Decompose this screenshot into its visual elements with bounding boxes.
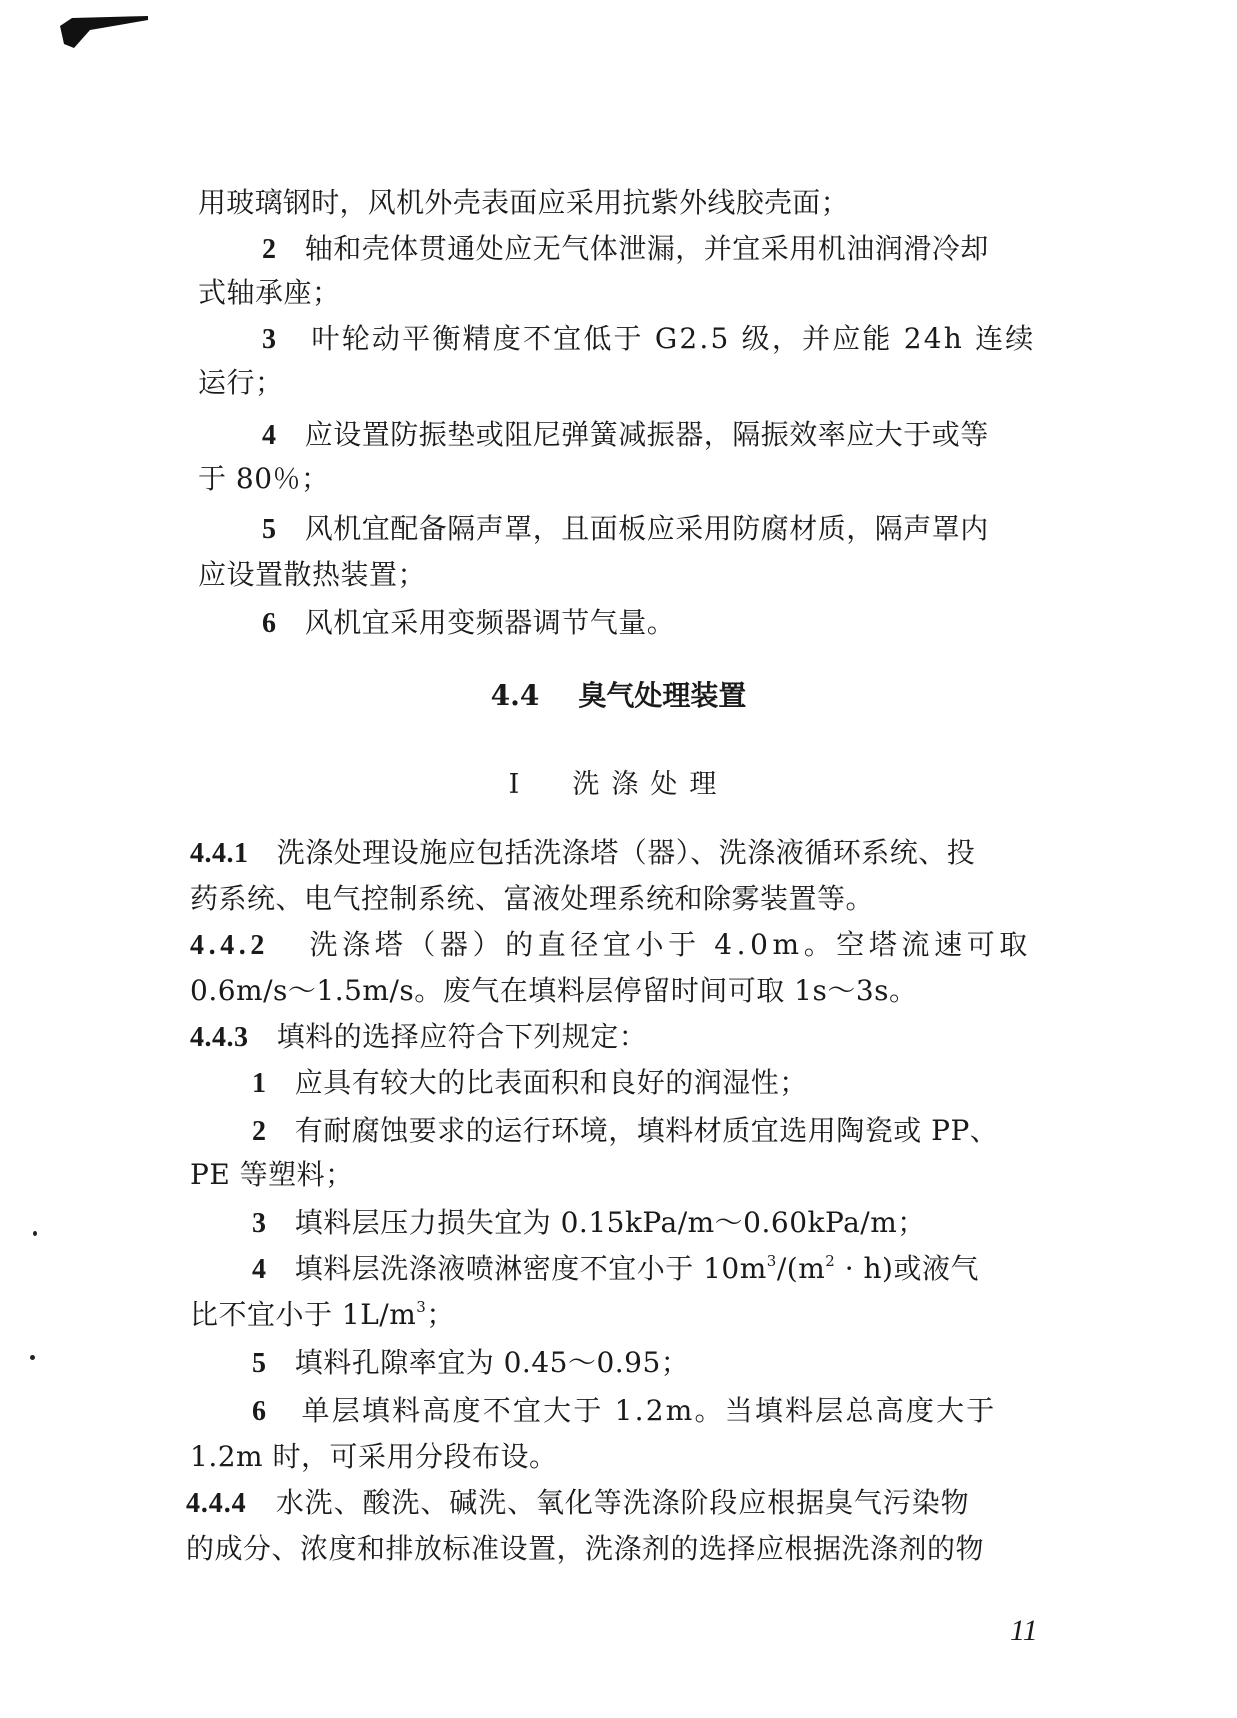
paragraph-line [190, 1296, 455, 1334]
text: 有耐腐蚀要求的运行环境，填料材质宜选用陶瓷或 PP、 [294, 1114, 999, 1147]
item-number: 6 [262, 608, 277, 639]
text: PE 等塑料； [190, 1158, 354, 1191]
clause [190, 834, 975, 873]
clause-number: 4.4.2 [190, 930, 269, 961]
item-number: 5 [252, 1348, 267, 1379]
item-number: 4 [262, 420, 277, 451]
text: 药系统、电气控制系统、富液处理系统和除雾装置等。 [190, 882, 875, 915]
text: 1.2m 时，可采用分段布设。 [190, 1440, 558, 1473]
text: 叶轮动平衡精度不宜低于 G2.5 级，并应能 24h 连续 [311, 322, 1036, 355]
text: 单层填料高度不宜大于 1.2m。当填料层总高度大于 [301, 1394, 997, 1427]
text: 0.6m/s～1.5m/s。废气在填料层停留时间可取 1s～3s。 [190, 974, 918, 1007]
scan-speck [33, 1231, 37, 1236]
list-item [252, 1392, 997, 1431]
text: 洗涤塔（器）的直径宜小于 4.0m。空塔流速可取 [309, 928, 1032, 961]
text: 风机宜采用变频器调节气量。 [304, 606, 676, 639]
text: 式轴承座； [198, 276, 341, 309]
list-item [252, 1344, 689, 1383]
superscript: 2 [825, 1252, 836, 1270]
text: ； [426, 1298, 455, 1331]
paragraph-line [190, 1438, 557, 1476]
paragraph-line [190, 880, 874, 918]
text: 填料层压力损失宜为 0.15kPa/m～0.60kPa/m； [294, 1206, 926, 1239]
text: 运行； [198, 366, 284, 399]
subsection-heading [0, 762, 1237, 801]
section-heading [0, 674, 1237, 714]
superscript: 3 [416, 1298, 427, 1316]
page-number: 11 [1010, 1614, 1038, 1647]
list-item [252, 1250, 979, 1289]
clause [186, 1484, 970, 1523]
item-number: 3 [252, 1208, 267, 1239]
text: /(m [776, 1252, 826, 1285]
section-number: 4.4 [490, 679, 540, 712]
item-number: 3 [262, 324, 279, 355]
text: 用玻璃钢时，风机外壳表面应采用抗紫外线胶壳面； [198, 186, 849, 219]
list-item [262, 416, 989, 455]
item-number: 1 [252, 1068, 267, 1099]
text: 应具有较大的比表面积和良好的润湿性； [294, 1066, 808, 1099]
text: 轴和壳体贯通处应无气体泄漏，并宜采用机油润滑冷却 [304, 232, 989, 265]
list-item [262, 230, 989, 269]
paragraph-line [190, 1156, 354, 1194]
paragraph-line [190, 972, 918, 1010]
list-item [252, 1064, 808, 1103]
paragraph-line [186, 1530, 984, 1568]
text: 应设置防振垫或阻尼弹簧减振器，隔振效率应大于或等 [304, 418, 989, 451]
paragraph-line [198, 556, 426, 594]
list-item [252, 1204, 926, 1243]
superscript: 3 [766, 1252, 777, 1270]
list-item [262, 510, 989, 549]
text: · h)或液气 [835, 1252, 979, 1285]
clause-number: 4.4.4 [186, 1488, 247, 1519]
text: 填料的选择应符合下列规定： [276, 1020, 648, 1053]
subsection-numeral: I [508, 769, 532, 800]
subsection-title: 洗涤处理 [572, 769, 729, 800]
clause [190, 1018, 647, 1057]
item-number: 2 [252, 1116, 267, 1147]
paragraph-line [198, 460, 330, 498]
clause-number: 4.4.3 [190, 1022, 249, 1053]
scan-speck [30, 1355, 35, 1360]
item-number: 4 [252, 1254, 267, 1285]
item-number: 6 [252, 1396, 269, 1427]
list-item [262, 604, 675, 643]
section-title: 臭气处理装置 [578, 679, 747, 712]
text: 于 80％； [198, 462, 330, 495]
text: 的成分、浓度和排放标准设置，洗涤剂的选择应根据洗涤剂的物 [186, 1532, 985, 1565]
text: 洗涤处理设施应包括洗涤塔（器）、洗涤液循环系统、投 [276, 836, 976, 869]
paragraph-line [198, 364, 284, 402]
paragraph-line [198, 274, 341, 312]
list-item [252, 1112, 998, 1151]
text: 填料孔隙率宜为 0.45～0.95； [294, 1346, 690, 1379]
paragraph-line [198, 184, 849, 222]
text: 水洗、酸洗、碱洗、氧化等洗涤阶段应根据臭气污染物 [275, 1486, 970, 1519]
clause-number: 4.4.1 [190, 838, 249, 869]
text: 填料层洗涤液喷淋密度不宜小于 10m [294, 1252, 767, 1285]
item-number: 2 [262, 234, 277, 265]
text: 比不宜小于 1L/m [190, 1298, 417, 1331]
clause [190, 926, 1032, 965]
item-number: 5 [262, 514, 277, 545]
scan-corner-mark [60, 12, 150, 50]
text: 风机宜配备隔声罩，且面板应采用防腐材质，隔声罩内 [304, 512, 989, 545]
text: 应设置散热装置； [198, 558, 427, 591]
list-item [262, 320, 1035, 359]
